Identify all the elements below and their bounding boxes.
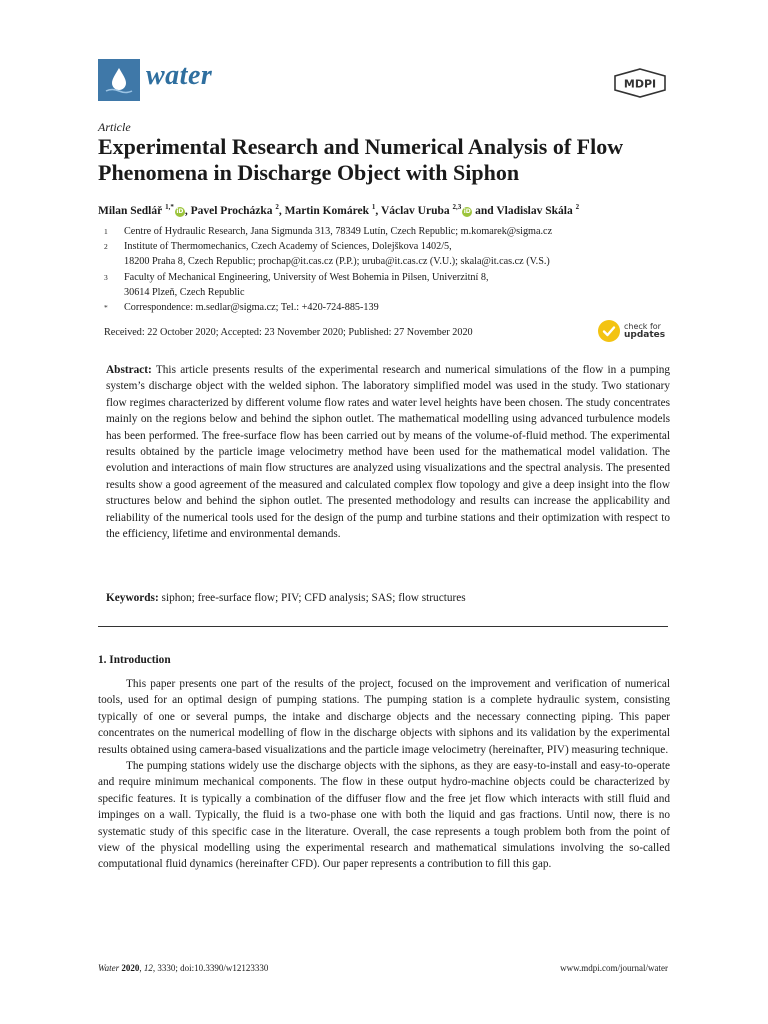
- affiliation-text: Institute of Thermomechanics, Czech Academy of Sciences, Dolejškova 1402/5,: [124, 241, 452, 253]
- check-badge-text: [624, 322, 665, 340]
- check-for-updates-badge[interactable]: [598, 320, 674, 346]
- affiliation-row: [104, 285, 674, 300]
- author-name: Martin Komárek: [284, 204, 372, 217]
- journal-name[interactable]: water: [146, 60, 213, 91]
- journal-url[interactable]: www.mdpi.com/journal/water: [560, 963, 668, 973]
- author-separator: ,: [184, 204, 191, 217]
- affiliation-row: [104, 239, 674, 254]
- affiliation-row: [104, 224, 674, 239]
- checkmark-icon: [598, 320, 620, 342]
- keywords: [106, 592, 670, 604]
- introduction-body: [98, 676, 670, 873]
- affiliation-number: 1: [104, 227, 108, 236]
- paper-title: Experimental Research and Numerical Analysis of Flow Phenomena in Discharge Object with Siphon: [98, 134, 624, 185]
- author-name: Pavel Procházka: [190, 204, 276, 217]
- abstract: [106, 362, 670, 542]
- affiliation-text: 18200 Praha 8, Czech Republic; prochap@it.cas.cz (P.P.); uruba@it.cas.cz (V.U.); skala@it.cas.cz (V.S.): [124, 256, 550, 268]
- paragraph: This paper presents one part of the results of the project, focused on the improvement and verification of numerical tools, used for an optimal design of pumping stations. The pumping station is a complete hydraulic system, consisting typically of one or several pumps, the intake and discharge objects and the necessary connecting piping. This paper concentrates on the numerical modelling of flow in the discharge objects with siphons and its validation by the experimental results obtained using camera-based visualizations and the particle image velocimetry (hereinafter, PIV) measuring technique.: [98, 678, 670, 756]
- water-drop-icon: [98, 59, 140, 101]
- affiliation-number: [104, 254, 124, 269]
- check-badge-line2: updates: [624, 330, 666, 340]
- author-name: Václav Uruba: [380, 204, 453, 217]
- orcid-icon[interactable]: iD: [463, 207, 471, 215]
- affiliation-text: Faculty of Mechanical Engineering, University of West Bohemia in Pilsen, Univerzitní 8,: [124, 271, 489, 283]
- author-list: [98, 203, 678, 217]
- abstract-text: This article presents results of the experimental research and numerical simulations of the flow in a pumping system’s discharge object with the welded siphon. The laboratory simplified model was used in the study. Two stationary flow regimes characterized by different volume flow rates and water level heights have been chosen. The study concentrates mainly on the regions below and behind the siphon outlet. The mathematical modelling using advanced turbulence models has been performed. The free-surface flow has been carried out by means of the volume-of-fluid method. The experimental results obtained by the particle image velocimetry method have been used for the mathematical model validation. The evolution and interactions of main flow structures are analyzed using visualizations and the spectral analysis. The presented results show a good agreement of the measured and calculated complex flow topology and give a deep insight into the flow structures below and behind the siphon outlet. The presented methodology and results can increase the applicability and reliability of the numerical tools used for the design of the pump and turbine stations and their optimization with respect to the efficiency, lifetime and environmental demands.: [106, 364, 671, 541]
- orcid-icon[interactable]: iD: [176, 207, 184, 215]
- section-heading: 1. Introduction: [98, 654, 171, 666]
- affiliation-row: [104, 300, 674, 315]
- publisher-name: MDPI: [623, 77, 657, 91]
- author-affiliation-mark: 1,*: [165, 203, 174, 211]
- article-type: Article: [98, 120, 131, 134]
- citation-footer: Water 2020, 12, 3330; doi:10.3390/w12123330: [98, 963, 269, 973]
- author-affiliation-mark: 2: [575, 203, 580, 211]
- affiliations: [104, 224, 674, 315]
- affiliation-number: 3: [104, 272, 108, 282]
- footer-year: 2020: [121, 963, 140, 973]
- mdpi-logo-icon: [612, 68, 668, 98]
- affiliation-text: 30614 Plzeň, Czech Republic: [124, 286, 245, 298]
- affiliation-text: Correspondence: m.sedlar@sigma.cz; Tel.: +420-724-885-139: [124, 302, 379, 314]
- affiliation-number: [104, 285, 124, 300]
- author-separator: ,: [375, 204, 381, 217]
- footer-volume: 12: [143, 963, 153, 973]
- author-affiliation-mark: 2: [275, 203, 279, 211]
- keywords-label: Keywords:: [106, 592, 159, 604]
- divider: [98, 626, 668, 627]
- author-affiliation-mark: 1: [371, 203, 376, 211]
- journal-logo: [98, 59, 140, 101]
- affiliation-row: [104, 270, 674, 285]
- author-separator: ,: [278, 204, 285, 217]
- author-name: Vladislav Skála: [496, 204, 576, 217]
- affiliation-row: [104, 254, 674, 269]
- author-affiliation-mark: 2,3: [452, 203, 462, 211]
- abstract-label: Abstract:: [106, 364, 152, 376]
- publisher-logo[interactable]: [612, 68, 668, 98]
- footer-journal: Water: [98, 963, 120, 973]
- footer-pages: , 3330; doi:10.3390/w12123330: [152, 963, 269, 973]
- affiliation-text: Centre of Hydraulic Research, Jana Sigmunda 313, 78349 Lutín, Czech Republic; m.komarek@sigma.cz: [124, 226, 553, 237]
- check-badge-line1: check for: [624, 322, 661, 331]
- author-name: Milan Sedlář: [98, 204, 166, 217]
- author-separator: and: [472, 204, 497, 217]
- affiliation-number: *: [104, 303, 108, 313]
- keywords-text: siphon; free-surface flow; PIV; CFD analysis; SAS; flow structures: [161, 592, 466, 604]
- paragraph: The pumping stations widely use the discharge objects with the siphons, as they are easy-to-install and easy-to-operate and require minimum mechanical components. The flow in these output hydro-machine objects could be characterized by specific features. It is typically a combination of the diffuser flow and the free jet flow which interacts with still fluid and impinges on a wall. Typically, the fluid is a two-phase one with both the liquid and gas fractions. Until now, there is no systematic study of this specific case in the literature. Overall, the case represents a tough problem both from the point of view of the physical modelling using the experimental research and mathematical simulations involving the so-called computational fluid dynamics (hereinafter CFD). Our paper represents a contribution to fill this gap.: [98, 760, 670, 871]
- affiliation-number: 2: [104, 242, 108, 252]
- publication-dates: Received: 22 October 2020; Accepted: 23 November 2020; Published: 27 November 2020: [104, 327, 473, 338]
